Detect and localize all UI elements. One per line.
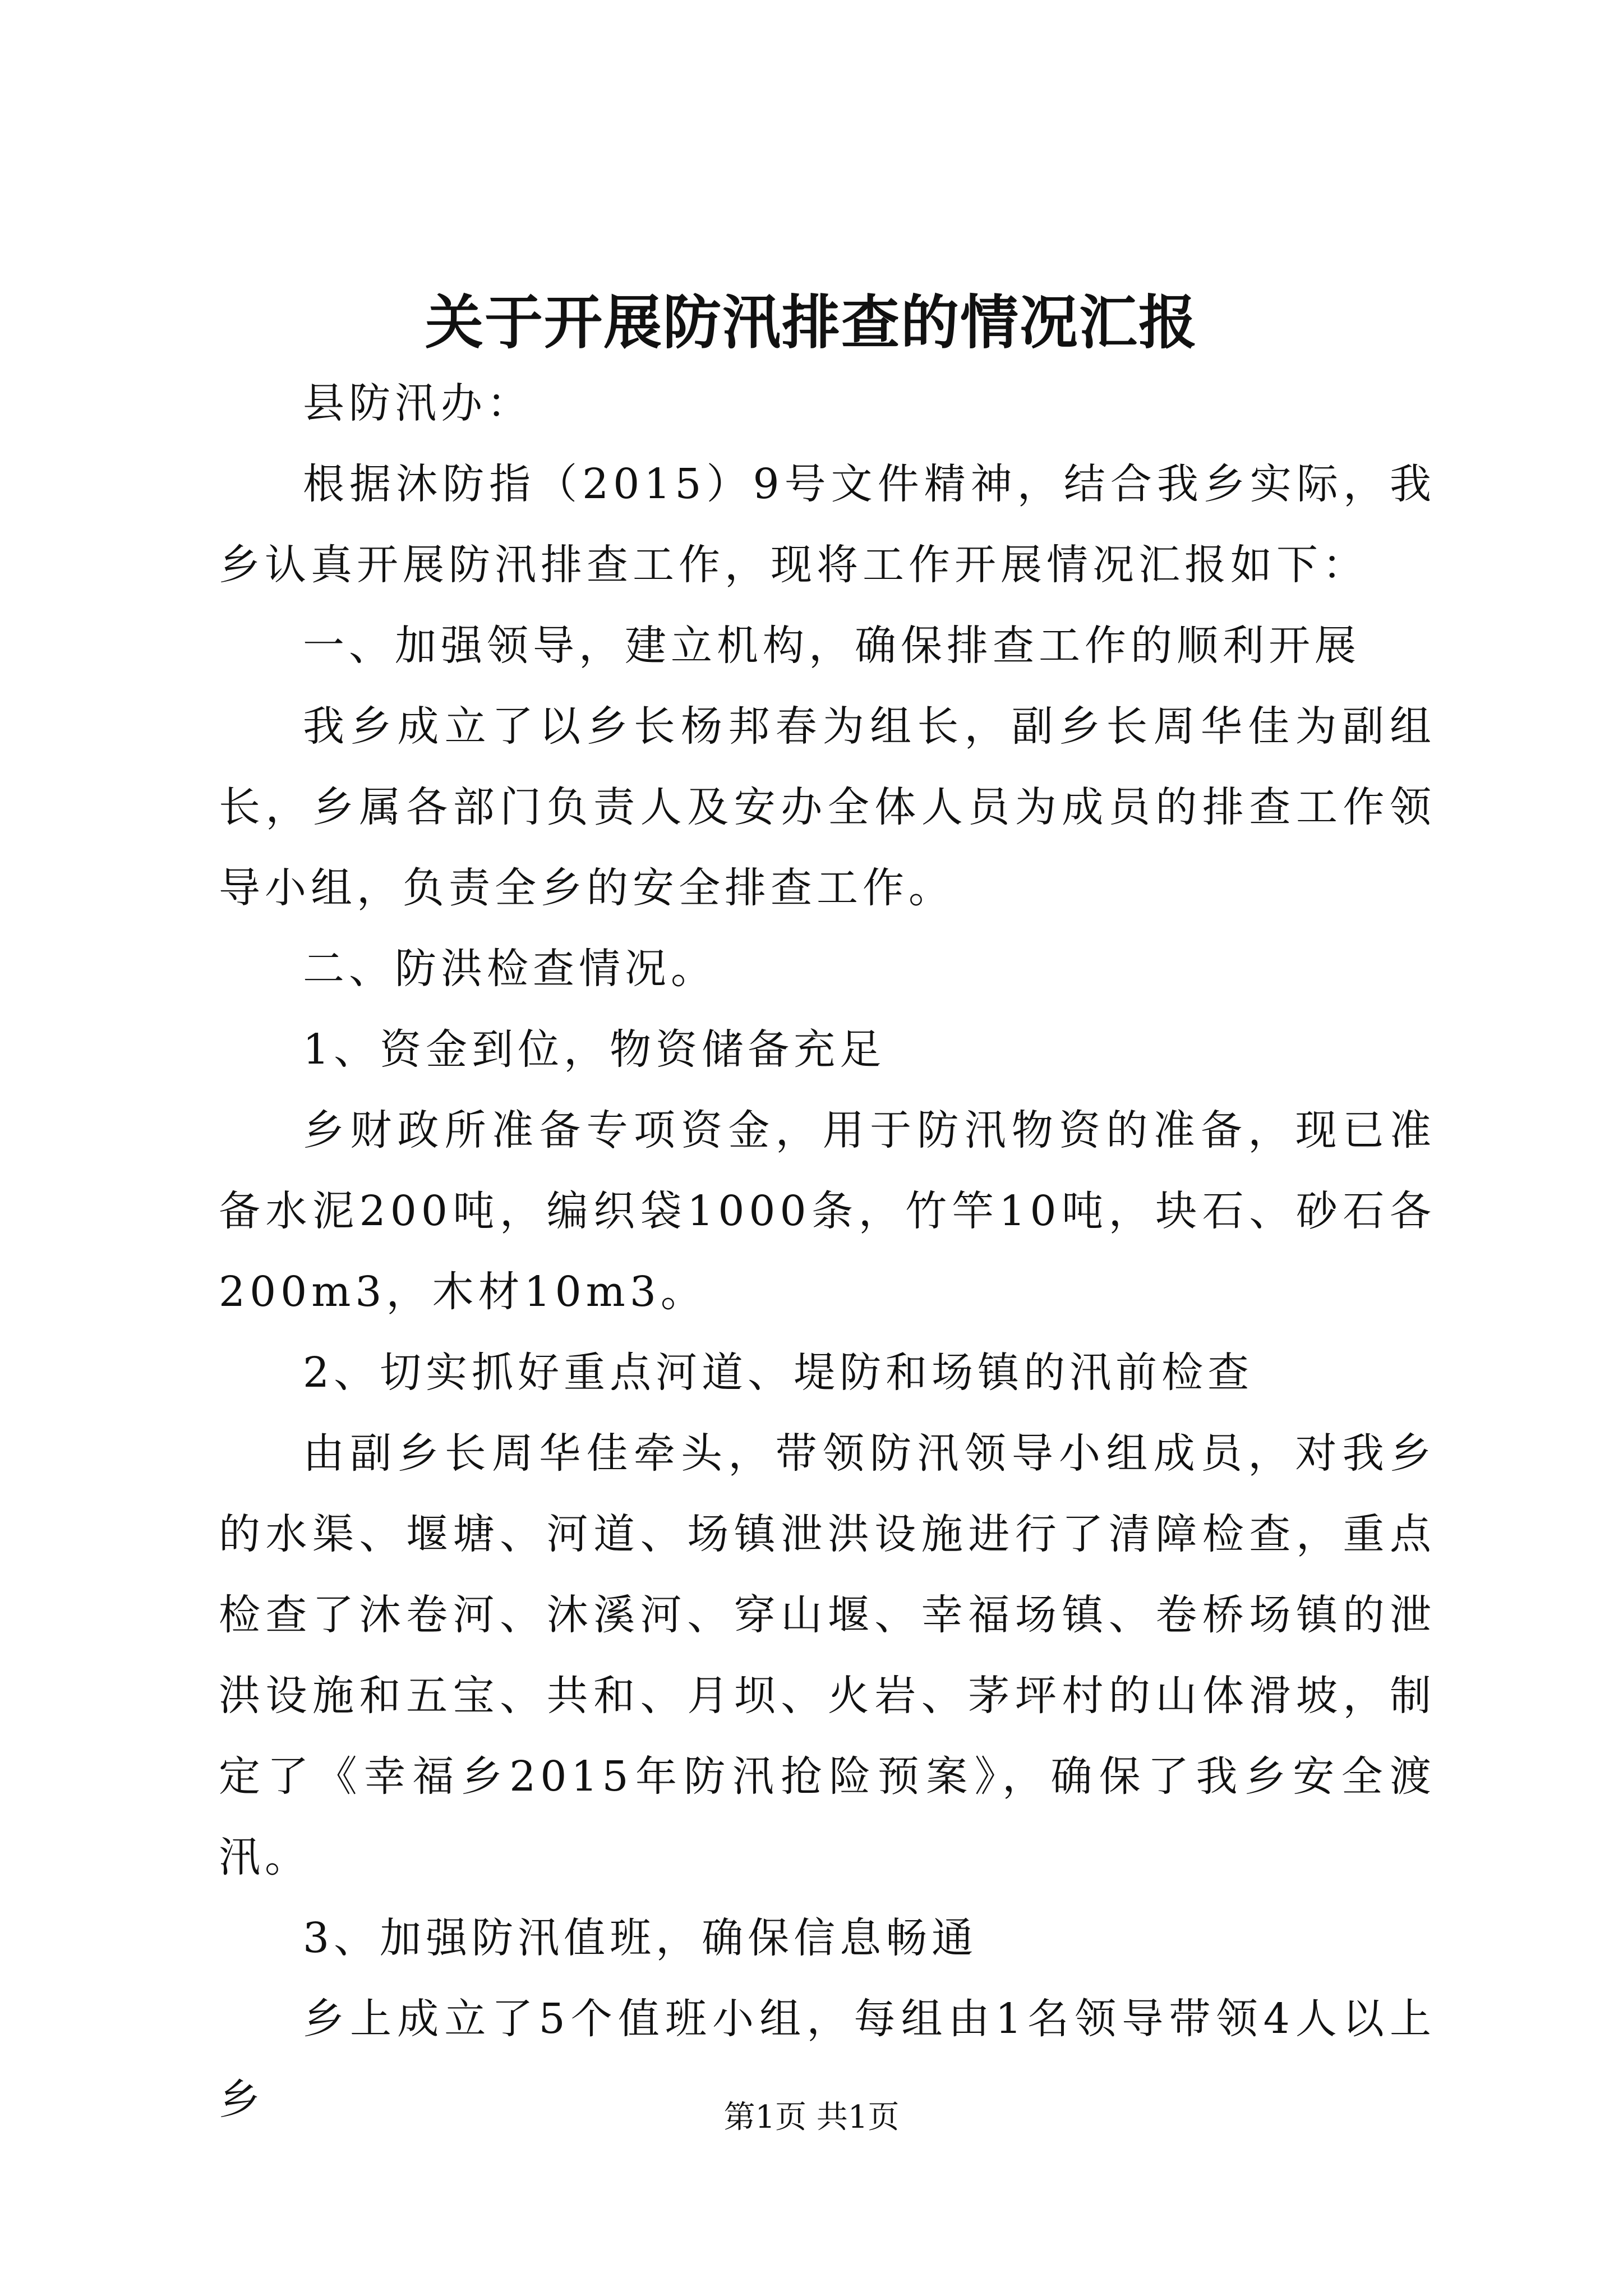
subsection-heading-3: 3、加强防汛值班，确保信息畅通 bbox=[303, 1914, 978, 1962]
body-paragraph: 由副乡长周华佳牵头，带领防汛领导小组成员，对我乡的水渠、堰塘、河道、场镇泄洪设施进行了清障检查，重点检查了沐卷河、沐溪河、穿山堰、幸福场镇、卷桥场镇的泄洪设施和五宝、共和、月坝、火岩、茅坪村的山体滑坡，制定了《幸福乡2015年防汛抢险预案》，确保了我乡安全渡汛。 bbox=[219, 1429, 1436, 1881]
section-heading-2: 二、防洪检查情况。 bbox=[303, 945, 717, 993]
body-paragraph: 乡财政所准备专项资金，用于防汛物资的准备，现已准备水泥200吨，编织袋1000条，竹竿10吨，块石、砂石各200m3，木材10m3。 bbox=[219, 1106, 1436, 1316]
page-footer: 第1页 共1页 bbox=[723, 2099, 900, 2136]
body-paragraph: 我乡成立了以乡长杨邦春为组长，副乡长周华佳为副组长，乡属各部门负责人及安办全体人员为成员的排查工作领导小组，负责全乡的安全排查工作。 bbox=[219, 702, 1436, 912]
document-title: 关于开展防汛排查的情况汇报 bbox=[425, 288, 1198, 357]
subsection-heading-2: 2、切实抓好重点河道、堤防和场镇的汛前检查 bbox=[303, 1349, 1254, 1397]
section-heading-1: 一、加强领导，建立机构，确保排查工作的顺利开展 bbox=[303, 622, 1361, 670]
document-body bbox=[219, 363, 1436, 2140]
intro-paragraph: 根据沐防指（2015）9号文件精神，结合我乡实际，我乡认真开展防汛排查工作，现将工作开展情况汇报如下： bbox=[219, 460, 1436, 589]
subsection-heading-1: 1、资金到位，物资储备充足 bbox=[303, 1025, 886, 1074]
body-paragraph: 乡上成立了5个值班小组，每组由1名领导带领4人以上乡 bbox=[219, 1995, 1436, 2124]
salutation: 县防汛办： bbox=[303, 379, 533, 427]
